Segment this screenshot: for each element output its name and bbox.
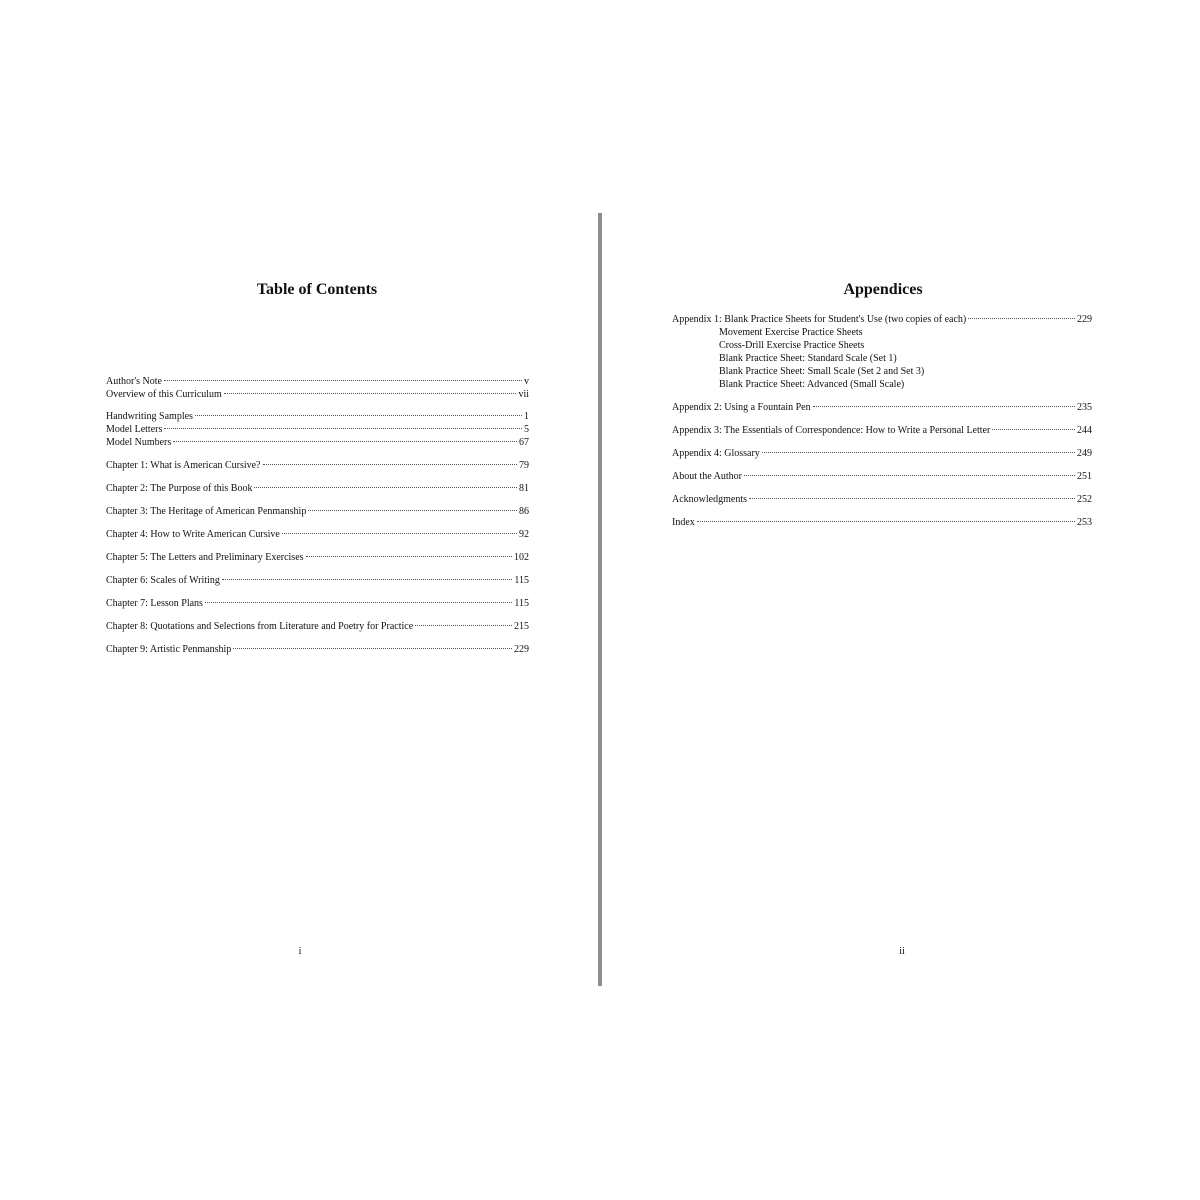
dot-leader	[164, 428, 522, 429]
toc-entry-page: 215	[514, 621, 529, 632]
toc-entry-label: Appendix 4: Glossary	[672, 448, 760, 459]
page-title: Appendices	[843, 281, 923, 298]
toc-entry-label: Appendix 2: Using a Fountain Pen	[672, 402, 811, 413]
toc-entry[interactable]	[106, 410, 529, 423]
toc-entry[interactable]	[672, 313, 1092, 326]
page-number: ii	[899, 946, 905, 957]
toc-entry[interactable]	[106, 388, 529, 401]
dot-leader	[968, 318, 1075, 319]
spacer	[106, 541, 529, 551]
toc-entry-label: Appendix 3: The Essentials of Correspondence: How to Write a Personal Letter	[672, 425, 991, 436]
toc-sub-entry[interactable]: Blank Practice Sheet: Advanced (Small Scale)	[719, 379, 905, 390]
left-page	[0, 0, 598, 1200]
toc-entry-page: 229	[1077, 314, 1092, 325]
dot-leader	[306, 556, 512, 557]
toc-entry[interactable]	[672, 470, 1092, 483]
right-page	[602, 0, 1200, 1200]
toc-entry-page: 244	[1077, 425, 1092, 436]
appendix-entries	[672, 391, 1092, 529]
spacer	[106, 518, 529, 528]
toc-entry[interactable]	[106, 597, 529, 610]
spacer	[672, 391, 1092, 401]
dot-leader	[282, 533, 517, 534]
toc-entry-label: Chapter 2: The Purpose of this Book	[106, 483, 253, 494]
spacer	[106, 633, 529, 643]
toc-entry-label: Chapter 9: Artistic Penmanship	[106, 644, 232, 655]
toc-entry-label: About the Author	[672, 471, 742, 482]
spacer	[672, 483, 1092, 493]
dot-leader	[263, 464, 518, 465]
toc-entry[interactable]	[672, 493, 1092, 506]
toc-entry-page: 229	[514, 644, 529, 655]
toc-entry[interactable]	[106, 551, 529, 564]
dot-leader	[195, 415, 522, 416]
dot-leader	[697, 521, 1075, 522]
toc-entry-page: 249	[1077, 448, 1092, 459]
spacer	[672, 414, 1092, 424]
toc-entry-page: 79	[519, 460, 529, 471]
dot-leader	[415, 625, 512, 626]
dot-leader	[762, 452, 1075, 453]
toc-entry[interactable]	[106, 505, 529, 518]
dot-leader	[205, 602, 512, 603]
toc-entry[interactable]	[106, 459, 529, 472]
toc-entry-page: vii	[518, 389, 529, 400]
toc-sub-entry[interactable]: Blank Practice Sheet: Standard Scale (Set 1)	[719, 353, 897, 364]
spacer	[672, 506, 1092, 516]
toc-sub-entry[interactable]: Movement Exercise Practice Sheets	[719, 327, 863, 338]
toc-entry[interactable]	[672, 447, 1092, 460]
toc-entry-label: Chapter 1: What is American Cursive?	[106, 460, 261, 471]
dot-leader	[254, 487, 517, 488]
toc-entry[interactable]	[106, 528, 529, 541]
spacer	[106, 472, 529, 482]
toc-entry-page: 252	[1077, 494, 1092, 505]
page-title: Table of Contents	[256, 281, 378, 298]
toc-entry-page: 235	[1077, 402, 1092, 413]
spacer	[106, 610, 529, 620]
toc-entry-label: Handwriting Samples	[106, 411, 193, 422]
toc-sub-entry[interactable]: Cross-Drill Exercise Practice Sheets	[719, 340, 865, 351]
toc-entry-label: Chapter 6: Scales of Writing	[106, 575, 220, 586]
toc-entry-label: Chapter 8: Quotations and Selections from Literature and Poetry for Practice	[106, 621, 414, 632]
toc-entry[interactable]	[672, 516, 1092, 529]
toc-entry-page: 251	[1077, 471, 1092, 482]
dot-leader	[992, 429, 1075, 430]
appendices-list	[672, 313, 1092, 529]
toc-entry-label: Chapter 7: Lesson Plans	[106, 598, 203, 609]
toc-entry[interactable]	[672, 424, 1092, 437]
toc-entry[interactable]	[106, 436, 529, 449]
toc-entry-label: Appendix 1: Blank Practice Sheets for Student's Use (two copies of each)	[672, 314, 967, 325]
dot-leader	[744, 475, 1075, 476]
toc-entry-page: 67	[519, 437, 529, 448]
spacer	[672, 460, 1092, 470]
toc-entry-label: Author's Note	[106, 376, 162, 387]
toc-entry-label: Model Letters	[106, 424, 163, 435]
toc-entry-page: 115	[514, 598, 529, 609]
toc-entry[interactable]	[672, 401, 1092, 414]
toc-entry-page: 1	[524, 411, 529, 422]
spacer	[672, 437, 1092, 447]
toc-entry-page: 81	[519, 483, 529, 494]
toc-entry-page: 92	[519, 529, 529, 540]
contents-list	[106, 375, 529, 656]
dot-leader	[749, 498, 1075, 499]
dot-leader	[173, 441, 517, 442]
toc-entry[interactable]	[106, 482, 529, 495]
dot-leader	[308, 510, 517, 511]
toc-sub-entry[interactable]: Blank Practice Sheet: Small Scale (Set 2 and Set 3)	[719, 366, 925, 377]
dot-leader	[813, 406, 1075, 407]
page-number: i	[298, 946, 302, 957]
spacer	[106, 401, 529, 410]
toc-entry-page: 253	[1077, 517, 1092, 528]
toc-entry-page: 86	[519, 506, 529, 517]
toc-entry-label: Chapter 5: The Letters and Preliminary Exercises	[106, 552, 304, 563]
spacer	[106, 564, 529, 574]
toc-entry-page: 5	[524, 424, 529, 435]
toc-entry-label: Overview of this Curriculum	[106, 389, 222, 400]
dot-leader	[224, 393, 517, 394]
spacer	[106, 587, 529, 597]
toc-entry-page: v	[524, 376, 529, 387]
spacer	[106, 449, 529, 459]
toc-entry-page: 115	[514, 575, 529, 586]
toc-entry[interactable]	[106, 620, 529, 633]
toc-entry[interactable]	[106, 574, 529, 587]
toc-entry-label: Chapter 4: How to Write American Cursive	[106, 529, 280, 540]
toc-entry[interactable]	[106, 423, 529, 436]
toc-entry[interactable]	[106, 375, 529, 388]
dot-leader	[222, 579, 513, 580]
toc-entry[interactable]	[106, 643, 529, 656]
dot-leader	[164, 380, 522, 381]
spacer	[106, 495, 529, 505]
toc-entry-label: Model Numbers	[106, 437, 172, 448]
toc-entry-label: Index	[672, 517, 695, 528]
toc-entry-label: Chapter 3: The Heritage of American Penmanship	[106, 506, 307, 517]
dot-leader	[233, 648, 512, 649]
toc-entry-page: 102	[514, 552, 529, 563]
toc-entry-label: Acknowledgments	[672, 494, 747, 505]
